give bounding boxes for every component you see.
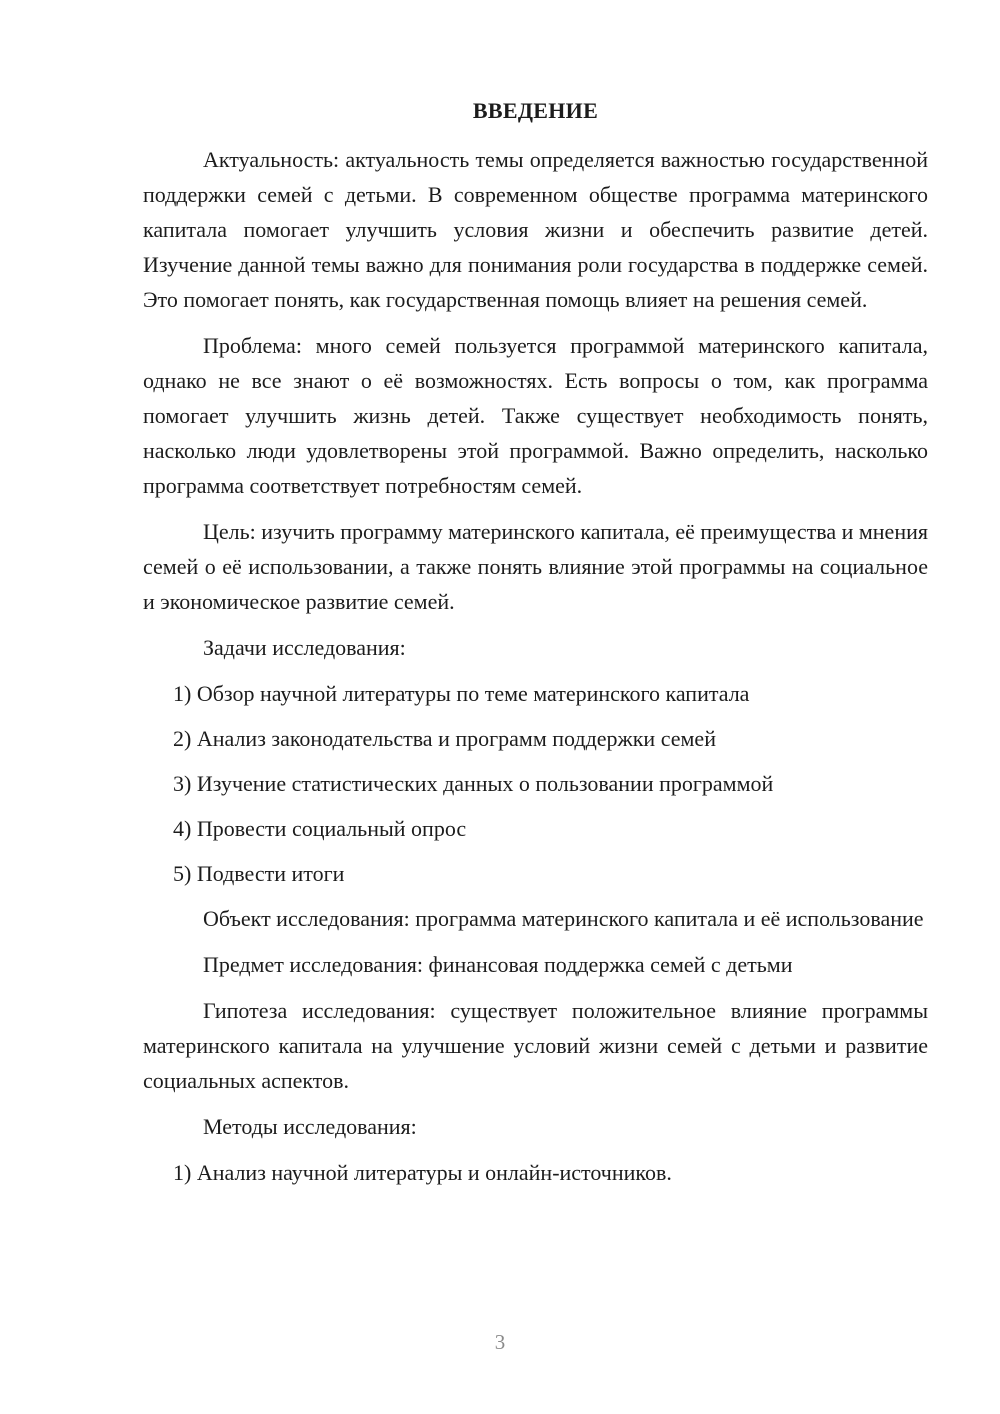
problem-paragraph: Проблема: много семей пользуется программой материнского капитала, однако не все знают о её возможностях. Есть вопросы о том, как программа помогает улучшить жизнь детей. Также существует необходимость понять, насколько люди удовлетворены этой программой. Важно определить, насколько программа соответствует потребностям семей.: [143, 333, 928, 498]
hypothesis-paragraph: Гипотеза исследования: существует положительное влияние программы материнского капитала на улучшение условий жизни семей с детьми и развитие социальных аспектов.: [143, 998, 928, 1093]
tasks-heading: Задачи исследования:: [203, 635, 406, 660]
method-item: 1) Анализ научной литературы и онлайн-источников.: [173, 1160, 672, 1185]
subject-paragraph: Предмет исследования: финансовая поддержка семей с детьми: [203, 952, 793, 977]
task-item: 3) Изучение статистических данных о пользовании программой: [173, 771, 774, 796]
page-content: [143, 94, 928, 1200]
methods-heading: Методы исследования:: [203, 1114, 417, 1139]
object-paragraph: Объект исследования: программа материнского капитала и её использование: [203, 906, 924, 931]
task-item: 1) Обзор научной литературы по теме материнского капитала: [173, 681, 750, 706]
goal-paragraph: Цель: изучить программу материнского капитала, её преимущества и мнения семей о её использовании, а также понять влияние этой программы на социальное и экономическое развитие семей.: [143, 519, 928, 614]
section-title: ВВЕДЕНИЕ: [472, 98, 599, 123]
task-item: 4) Провести социальный опрос: [173, 816, 467, 841]
task-item: 2) Анализ законодательства и программ поддержки семей: [173, 726, 716, 751]
relevance-paragraph: Актуальность: актуальность темы определяется важностью государственной поддержки семей с детьми. В современном обществе программа материнского капитала помогает улучшить условия жизни и обеспечить развитие детей. Изучение данной темы важно для понимания роли государства в поддержке семей. Это помогает понять, как государственная помощь влияет на решения семей.: [143, 147, 928, 312]
page-number: 3: [494, 1330, 506, 1354]
task-item: 5) Подвести итоги: [173, 861, 345, 886]
